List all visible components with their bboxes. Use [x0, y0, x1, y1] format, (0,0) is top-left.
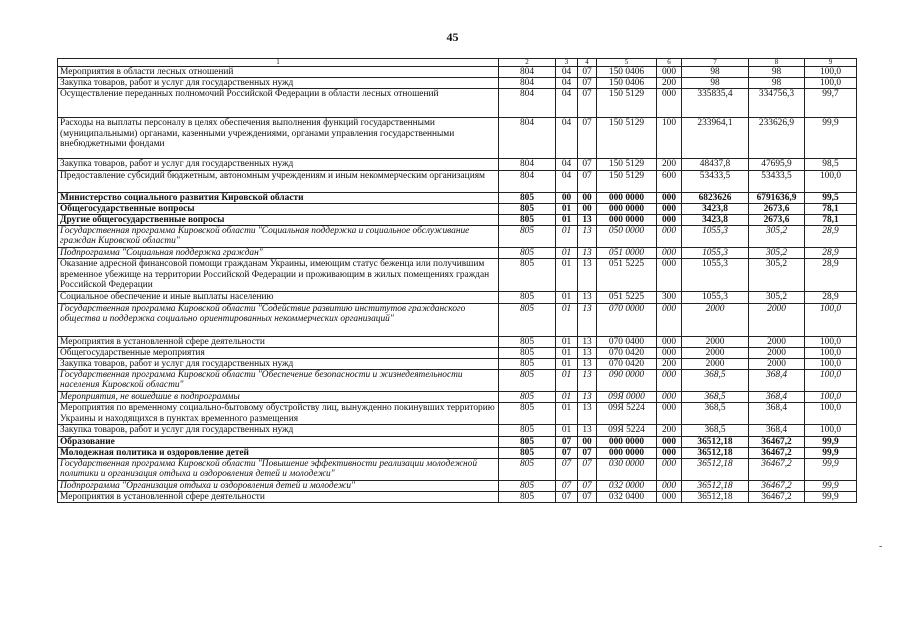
row-name: Подпрограмма "Организация отдыха и оздоровления детей и молодежи" — [58, 481, 499, 492]
row-name: Образование — [58, 436, 499, 447]
row-ved: 805 — [499, 492, 556, 503]
row-ved: 804 — [499, 118, 556, 159]
row-subsection: 00 — [578, 192, 597, 203]
row-execution-percent: 100,0 — [805, 303, 857, 336]
row-actual-amount: 47695,9 — [749, 159, 805, 170]
table-row — [58, 203, 857, 214]
column-number: 6 — [657, 59, 682, 67]
row-execution-percent: 28,9 — [805, 248, 857, 259]
row-target-article: 070 0400 — [597, 336, 657, 347]
table-row — [58, 118, 857, 159]
row-target-article: 051 5225 — [597, 259, 657, 292]
row-execution-percent: 99,5 — [805, 192, 857, 203]
row-target-article: 032 0000 — [597, 481, 657, 492]
row-execution-percent: 78,1 — [805, 203, 857, 214]
row-expense-type: 200 — [657, 425, 682, 436]
row-expense-type: 000 — [657, 259, 682, 292]
row-planned-amount: 53433,5 — [682, 170, 749, 192]
row-execution-percent: 100,0 — [805, 78, 857, 89]
row-name: Закупка товаров, работ и услуг для государственных нужд — [58, 359, 499, 370]
row-execution-percent: 100,0 — [805, 370, 857, 392]
row-expense-type: 000 — [657, 215, 682, 226]
row-planned-amount: 36512,18 — [682, 459, 749, 481]
row-section: 01 — [556, 370, 578, 392]
row-planned-amount: 2000 — [682, 359, 749, 370]
row-expense-type: 000 — [657, 436, 682, 447]
row-target-article: 032 0400 — [597, 492, 657, 503]
row-expense-type: 000 — [657, 336, 682, 347]
row-subsection: 00 — [578, 436, 597, 447]
row-actual-amount: 2000 — [749, 359, 805, 370]
row-section: 07 — [556, 459, 578, 481]
table-row — [58, 215, 857, 226]
row-ved: 805 — [499, 259, 556, 292]
table-row — [58, 492, 857, 503]
row-actual-amount: 36467,2 — [749, 436, 805, 447]
row-expense-type: 200 — [657, 78, 682, 89]
row-actual-amount: 6791636,9 — [749, 192, 805, 203]
row-name: Мероприятия в установленной сфере деятельности — [58, 492, 499, 503]
row-actual-amount: 233626,9 — [749, 118, 805, 159]
row-execution-percent: 100,0 — [805, 392, 857, 403]
row-name: Мероприятия в установленной сфере деятельности — [58, 336, 499, 347]
row-name: Другие общегосударственные вопросы — [58, 215, 499, 226]
row-section: 01 — [556, 303, 578, 336]
table-row — [58, 259, 857, 292]
table-row — [58, 248, 857, 259]
row-subsection: 13 — [578, 359, 597, 370]
table-row — [58, 170, 857, 192]
row-expense-type: 000 — [657, 226, 682, 248]
row-ved: 805 — [499, 370, 556, 392]
row-ved: 805 — [499, 336, 556, 347]
row-subsection: 13 — [578, 226, 597, 248]
row-actual-amount: 368,4 — [749, 370, 805, 392]
row-ved: 805 — [499, 192, 556, 203]
row-expense-type: 200 — [657, 359, 682, 370]
row-target-article: 000 0000 — [597, 192, 657, 203]
row-planned-amount: 36512,18 — [682, 436, 749, 447]
column-number: 2 — [499, 59, 556, 67]
row-actual-amount: 305,2 — [749, 259, 805, 292]
page-number: 45 — [446, 30, 459, 44]
row-planned-amount: 1055,3 — [682, 248, 749, 259]
row-ved: 804 — [499, 89, 556, 118]
row-execution-percent: 99,9 — [805, 447, 857, 458]
row-section: 01 — [556, 248, 578, 259]
table-row — [58, 459, 857, 481]
row-subsection: 13 — [578, 248, 597, 259]
row-execution-percent: 99,7 — [805, 89, 857, 118]
table-row — [58, 425, 857, 436]
row-section: 01 — [556, 292, 578, 303]
row-actual-amount: 53433,5 — [749, 170, 805, 192]
row-actual-amount: 2000 — [749, 336, 805, 347]
column-number: 7 — [682, 59, 749, 67]
row-subsection: 07 — [578, 159, 597, 170]
row-planned-amount: 3423,8 — [682, 215, 749, 226]
row-ved: 804 — [499, 78, 556, 89]
row-section: 04 — [556, 67, 578, 78]
column-number: 3 — [556, 59, 578, 67]
table-row — [58, 303, 857, 336]
table-row — [58, 89, 857, 118]
table-row — [58, 67, 857, 78]
row-planned-amount: 368,5 — [682, 425, 749, 436]
row-subsection: 07 — [578, 459, 597, 481]
row-section: 07 — [556, 492, 578, 503]
row-section: 04 — [556, 170, 578, 192]
row-actual-amount: 2673,6 — [749, 203, 805, 214]
row-subsection: 13 — [578, 347, 597, 358]
row-subsection: 13 — [578, 336, 597, 347]
row-expense-type: 600 — [657, 170, 682, 192]
row-target-article: 09Я 5224 — [597, 425, 657, 436]
row-planned-amount: 2000 — [682, 336, 749, 347]
row-subsection: 13 — [578, 259, 597, 292]
row-planned-amount: 98 — [682, 78, 749, 89]
row-planned-amount: 335835,4 — [682, 89, 749, 118]
row-ved: 805 — [499, 459, 556, 481]
row-name: Социальное обеспечение и иные выплаты населению — [58, 292, 499, 303]
row-target-article: 051 0000 — [597, 248, 657, 259]
row-name: Министерство социального развития Кировской области — [58, 192, 499, 203]
row-target-article: 000 0000 — [597, 447, 657, 458]
row-section: 01 — [556, 347, 578, 358]
row-subsection: 13 — [578, 215, 597, 226]
row-section: 01 — [556, 403, 578, 425]
row-section: 07 — [556, 481, 578, 492]
row-subsection: 13 — [578, 392, 597, 403]
table-row — [58, 403, 857, 425]
row-name: Общегосударственные вопросы — [58, 203, 499, 214]
row-actual-amount: 36467,2 — [749, 481, 805, 492]
row-planned-amount: 98 — [682, 67, 749, 78]
row-planned-amount: 6823626 — [682, 192, 749, 203]
table-row — [58, 192, 857, 203]
row-ved: 804 — [499, 159, 556, 170]
row-ved: 804 — [499, 67, 556, 78]
table-row — [58, 436, 857, 447]
row-subsection: 13 — [578, 292, 597, 303]
row-expense-type: 000 — [657, 303, 682, 336]
row-target-article: 150 5129 — [597, 89, 657, 118]
row-execution-percent: 100,0 — [805, 403, 857, 425]
row-subsection: 07 — [578, 170, 597, 192]
row-ved: 805 — [499, 203, 556, 214]
row-name: Государственная программа Кировской области "Обеспечение безопасности и жизнедеятельности населения Кировской области" — [58, 370, 499, 392]
row-expense-type: 300 — [657, 292, 682, 303]
row-planned-amount: 368,5 — [682, 392, 749, 403]
row-expense-type: 000 — [657, 459, 682, 481]
row-subsection: 07 — [578, 67, 597, 78]
row-section: 01 — [556, 425, 578, 436]
row-name: Государственная программа Кировской области "Повышение эффективности реализации молодежной политики и организация отдыха и оздоровления детей и молодежи" — [58, 459, 499, 481]
row-subsection: 13 — [578, 425, 597, 436]
row-planned-amount: 48437,8 — [682, 159, 749, 170]
table-row — [58, 347, 857, 358]
row-actual-amount: 98 — [749, 78, 805, 89]
row-section: 00 — [556, 192, 578, 203]
row-name: Общегосударственные мероприятия — [58, 347, 499, 358]
row-section: 01 — [556, 359, 578, 370]
row-section: 07 — [556, 436, 578, 447]
row-target-article: 000 0000 — [597, 436, 657, 447]
row-subsection: 00 — [578, 203, 597, 214]
row-section: 01 — [556, 336, 578, 347]
row-expense-type: 000 — [657, 347, 682, 358]
row-subsection: 07 — [578, 118, 597, 159]
column-number: 1 — [58, 59, 499, 67]
budget-table — [57, 58, 857, 503]
table-row — [58, 292, 857, 303]
row-actual-amount: 2673,6 — [749, 215, 805, 226]
row-ved: 805 — [499, 303, 556, 336]
row-planned-amount: 1055,3 — [682, 259, 749, 292]
row-subsection: 13 — [578, 370, 597, 392]
row-section: 01 — [556, 259, 578, 292]
table-row — [58, 336, 857, 347]
row-execution-percent: 99,9 — [805, 436, 857, 447]
row-expense-type: 000 — [657, 67, 682, 78]
row-subsection: 07 — [578, 447, 597, 458]
row-target-article: 150 0406 — [597, 78, 657, 89]
row-planned-amount: 1055,3 — [682, 226, 749, 248]
row-execution-percent: 100,0 — [805, 359, 857, 370]
table-row — [58, 159, 857, 170]
row-expense-type: 000 — [657, 248, 682, 259]
row-actual-amount: 2000 — [749, 303, 805, 336]
row-name: Предоставление субсидий бюджетным, автономным учреждениям и иным некоммерческим организациям — [58, 170, 499, 192]
row-expense-type: 000 — [657, 492, 682, 503]
row-actual-amount: 305,2 — [749, 226, 805, 248]
table-row — [58, 370, 857, 392]
row-name: Государственная программа Кировской области "Содействие развитию институтов гражданского общества и поддержка социально ориентированных некоммерческих организаций" — [58, 303, 499, 336]
row-actual-amount: 2000 — [749, 347, 805, 358]
row-ved: 805 — [499, 226, 556, 248]
column-number: 4 — [578, 59, 597, 67]
row-actual-amount: 368,4 — [749, 392, 805, 403]
row-ved: 805 — [499, 447, 556, 458]
row-planned-amount: 1055,3 — [682, 292, 749, 303]
row-section: 01 — [556, 203, 578, 214]
row-target-article: 000 0000 — [597, 215, 657, 226]
row-planned-amount: 368,5 — [682, 370, 749, 392]
row-execution-percent: 99,9 — [805, 459, 857, 481]
margin-mark: - — [879, 541, 883, 552]
row-actual-amount: 36467,2 — [749, 447, 805, 458]
row-planned-amount: 3423,8 — [682, 203, 749, 214]
row-actual-amount: 368,4 — [749, 403, 805, 425]
column-number-row — [58, 59, 857, 67]
row-target-article: 150 5129 — [597, 118, 657, 159]
row-target-article: 070 0000 — [597, 303, 657, 336]
row-actual-amount: 368,4 — [749, 425, 805, 436]
row-ved: 805 — [499, 425, 556, 436]
column-number: 5 — [597, 59, 657, 67]
row-execution-percent: 78,1 — [805, 215, 857, 226]
row-section: 04 — [556, 118, 578, 159]
row-ved: 805 — [499, 436, 556, 447]
table-row — [58, 78, 857, 89]
row-actual-amount: 98 — [749, 67, 805, 78]
row-name: Закупка товаров, работ и услуг для государственных нужд — [58, 159, 499, 170]
row-target-article: 030 0000 — [597, 459, 657, 481]
row-ved: 805 — [499, 292, 556, 303]
row-expense-type: 100 — [657, 118, 682, 159]
row-expense-type: 000 — [657, 203, 682, 214]
row-name: Закупка товаров, работ и услуг для государственных нужд — [58, 78, 499, 89]
row-target-article: 150 5129 — [597, 170, 657, 192]
table-row — [58, 359, 857, 370]
table-row — [58, 226, 857, 248]
row-section: 04 — [556, 89, 578, 118]
row-subsection: 07 — [578, 78, 597, 89]
row-target-article: 090 0000 — [597, 370, 657, 392]
row-target-article: 09Я 5224 — [597, 403, 657, 425]
row-target-article: 070 0420 — [597, 347, 657, 358]
row-name: Подпрограмма "Социальная поддержка граждан" — [58, 248, 499, 259]
row-name: Оказание адресной финансовой помощи гражданам Украины, имеющим статус беженца или получившим временное убежище на территории Российской Федерации и проживающим в жилых помещениях граждан Российской Федерации — [58, 259, 499, 292]
row-section: 01 — [556, 226, 578, 248]
row-subsection: 13 — [578, 303, 597, 336]
row-target-article: 070 0420 — [597, 359, 657, 370]
column-number: 9 — [805, 59, 857, 67]
row-ved: 805 — [499, 359, 556, 370]
table-row — [58, 481, 857, 492]
row-ved: 805 — [499, 215, 556, 226]
row-actual-amount: 36467,2 — [749, 492, 805, 503]
row-execution-percent: 100,0 — [805, 336, 857, 347]
row-execution-percent: 99,9 — [805, 481, 857, 492]
row-name: Закупка товаров, работ и услуг для государственных нужд — [58, 425, 499, 436]
row-planned-amount: 2000 — [682, 303, 749, 336]
row-planned-amount: 233964,1 — [682, 118, 749, 159]
row-name: Осуществление переданных полномочий Российской Федерации в области лесных отношений — [58, 89, 499, 118]
row-expense-type: 000 — [657, 403, 682, 425]
row-ved: 804 — [499, 170, 556, 192]
row-planned-amount: 2000 — [682, 347, 749, 358]
row-ved: 805 — [499, 481, 556, 492]
row-actual-amount: 36467,2 — [749, 459, 805, 481]
row-planned-amount: 36512,18 — [682, 447, 749, 458]
row-actual-amount: 305,2 — [749, 292, 805, 303]
row-section: 01 — [556, 215, 578, 226]
row-subsection: 07 — [578, 89, 597, 118]
row-target-article: 051 5225 — [597, 292, 657, 303]
row-subsection: 07 — [578, 492, 597, 503]
column-number: 8 — [749, 59, 805, 67]
row-ved: 805 — [499, 392, 556, 403]
row-execution-percent: 100,0 — [805, 170, 857, 192]
row-expense-type: 000 — [657, 447, 682, 458]
row-ved: 805 — [499, 347, 556, 358]
row-expense-type: 000 — [657, 370, 682, 392]
row-expense-type: 000 — [657, 89, 682, 118]
row-planned-amount: 36512,18 — [682, 492, 749, 503]
row-name: Расходы на выплаты персоналу в целях обеспечения выполнения функций государственными (муниципальными) органами, казенными учреждениями, органами управления государственными внебюджетными фондами — [58, 118, 499, 159]
row-execution-percent: 100,0 — [805, 67, 857, 78]
table-row — [58, 392, 857, 403]
row-actual-amount: 305,2 — [749, 248, 805, 259]
row-execution-percent: 100,0 — [805, 425, 857, 436]
row-execution-percent: 98,5 — [805, 159, 857, 170]
row-name: Мероприятия по временному социально-бытовому обустройству лиц, вынужденно покинувших территорию Украины и находящихся в пунктах временного размещения — [58, 403, 499, 425]
row-target-article: 050 0000 — [597, 226, 657, 248]
row-execution-percent: 99,9 — [805, 118, 857, 159]
row-actual-amount: 334756,3 — [749, 89, 805, 118]
row-section: 04 — [556, 159, 578, 170]
row-section: 04 — [556, 78, 578, 89]
row-target-article: 150 0406 — [597, 67, 657, 78]
row-execution-percent: 28,9 — [805, 259, 857, 292]
row-section: 01 — [556, 392, 578, 403]
row-execution-percent: 99,9 — [805, 492, 857, 503]
row-name: Государственная программа Кировской области "Социальная поддержка и социальное обслуживание граждан Кировской области" — [58, 226, 499, 248]
row-section: 07 — [556, 447, 578, 458]
row-name: Молодежная политика и оздоровление детей — [58, 447, 499, 458]
row-expense-type: 200 — [657, 159, 682, 170]
row-expense-type: 000 — [657, 481, 682, 492]
table-row — [58, 447, 857, 458]
row-target-article: 09Я 0000 — [597, 392, 657, 403]
row-planned-amount: 36512,18 — [682, 481, 749, 492]
row-expense-type: 000 — [657, 192, 682, 203]
row-target-article: 150 5129 — [597, 159, 657, 170]
row-subsection: 07 — [578, 481, 597, 492]
row-expense-type: 000 — [657, 392, 682, 403]
row-execution-percent: 28,9 — [805, 292, 857, 303]
row-ved: 805 — [499, 403, 556, 425]
row-subsection: 13 — [578, 403, 597, 425]
row-target-article: 000 0000 — [597, 203, 657, 214]
row-name: Мероприятия в области лесных отношений — [58, 67, 499, 78]
row-ved: 805 — [499, 248, 556, 259]
row-name: Мероприятия, не вошедшие в подпрограммы — [58, 392, 499, 403]
row-planned-amount: 368,5 — [682, 403, 749, 425]
row-execution-percent: 100,0 — [805, 347, 857, 358]
row-execution-percent: 28,9 — [805, 226, 857, 248]
